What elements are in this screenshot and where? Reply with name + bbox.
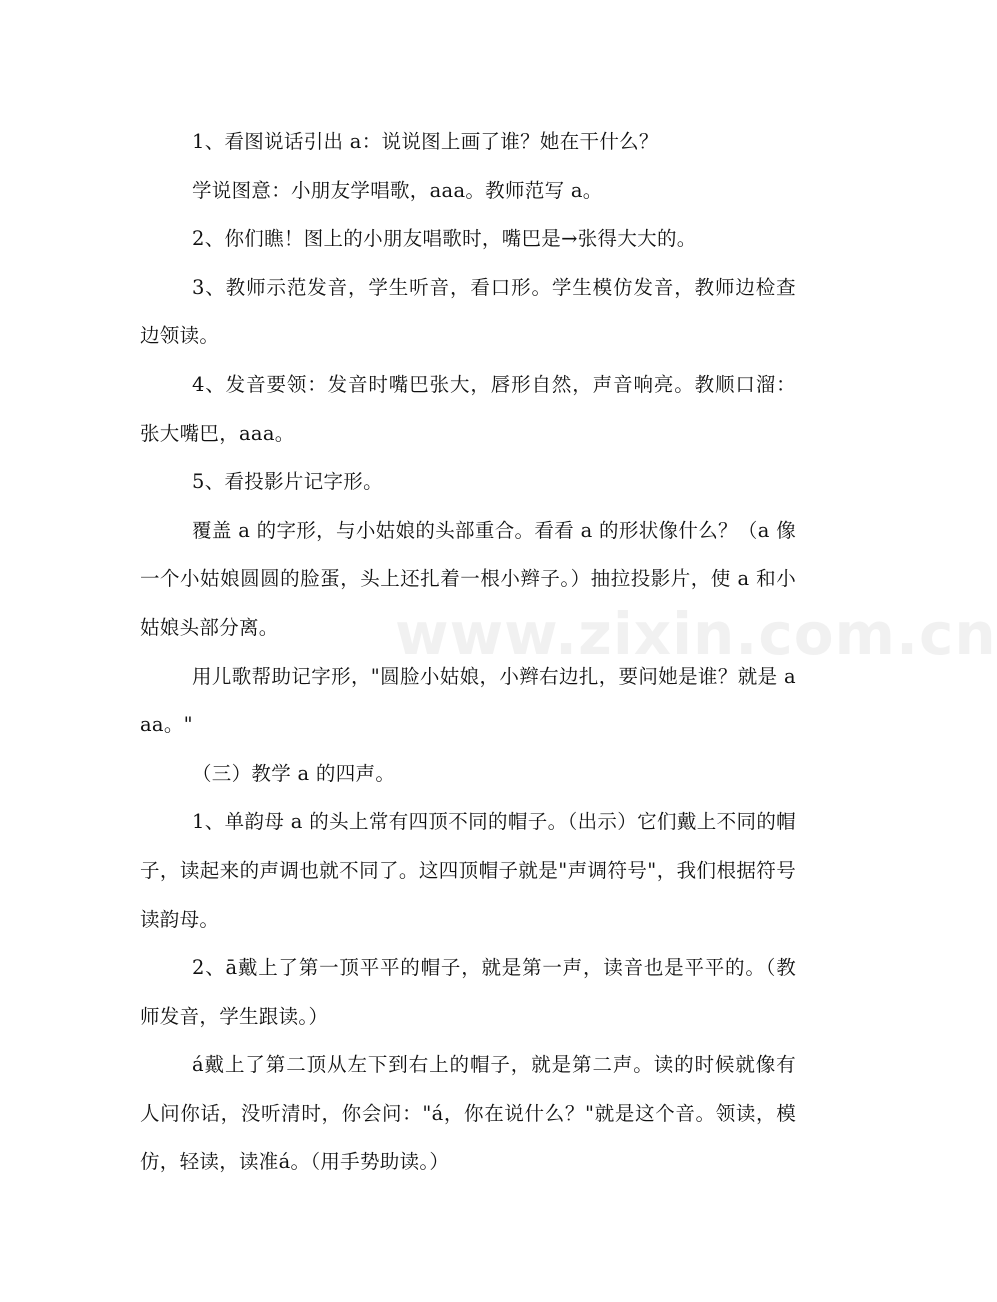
paragraph-tone-second: á戴上了第二顶从左下到右上的帽子，就是第二声。读的时候就像有人问你话，没听清时，你会问："á，你在说什么？"就是这个音。领读，模仿，轻读，读准á。（用手势助读。） <box>140 1053 796 1174</box>
document-body <box>140 118 796 1187</box>
paragraph-cover-shape: 覆盖 a 的字形，与小姑娘的头部重合。看看 a 的形状像什么？（a 像一个小姑娘圆圆的脸蛋，头上还扎着一根小辫子。）抽拉投影片，使 a 和小姑娘头部分离。 <box>140 518 796 639</box>
paragraph-step-1: 1、看图说话引出 a：说说图上画了谁？她在干什么？ <box>192 130 659 153</box>
section-heading-four-tones: （三）教学 a 的四声。 <box>192 761 396 785</box>
paragraph-step-2: 2、你们瞧！图上的小朋友唱歌时，嘴巴是→张得大大的。 <box>192 227 697 251</box>
paragraph-step-5: 5、看投影片记字形。 <box>192 470 383 494</box>
paragraph-picture-meaning: 学说图意：小朋友学唱歌，aaa。教师范写 a。 <box>192 178 603 202</box>
paragraph-tone-1: 1、单韵母 a 的头上常有四顶不同的帽子。（出示）它们戴上不同的帽子，读起来的声调也就不同了。这四顶帽子就是"声调符号"，我们根据符号读韵母。 <box>140 810 796 931</box>
paragraph-step-4: 4、发音要领：发音时嘴巴张大，唇形自然，声音响亮。教顺口溜：张大嘴巴，aaa。 <box>140 372 796 445</box>
paragraph-nursery-rhyme: 用儿歌帮助记字形，"圆脸小姑娘，小辫右边扎，要问她是谁？就是 aaa。" <box>140 664 796 737</box>
paragraph-step-3: 3、教师示范发音，学生听音，看口形。学生模仿发音，教师边检查边领读。 <box>140 275 796 348</box>
watermark: www.zixin.com.cn <box>395 600 997 668</box>
paragraph-tone-first: 2、ā戴上了第一顶平平的帽子，就是第一声，读音也是平平的。（教师发音，学生跟读。） <box>140 956 796 1028</box>
